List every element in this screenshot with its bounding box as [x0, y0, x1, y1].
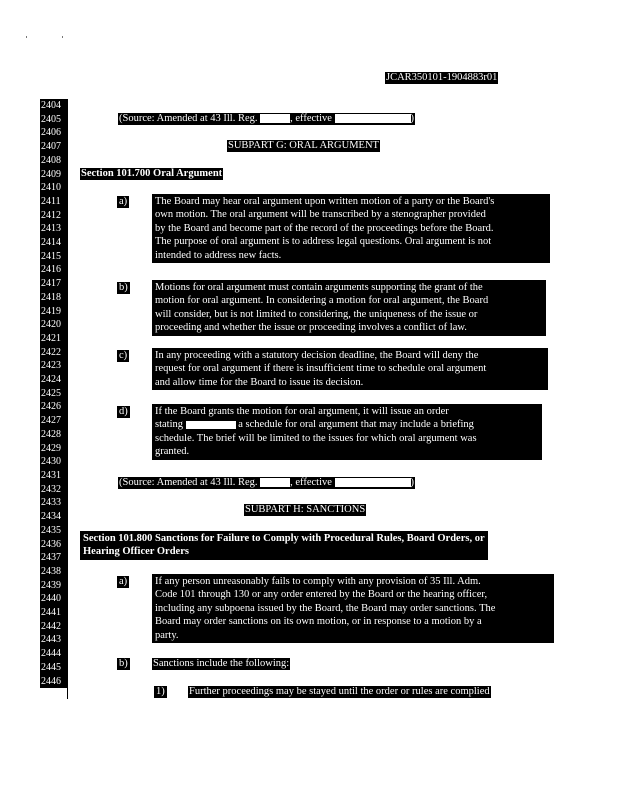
para-d-text	[152, 404, 542, 460]
line-number: 2439	[41, 579, 61, 591]
line-number: 2412	[41, 209, 61, 221]
scan-speck	[62, 36, 63, 38]
blank-effective-date	[335, 478, 411, 487]
para-line: schedule. The brief will be limited to the issues for which oral argument was	[155, 432, 477, 444]
line-number: 2415	[41, 250, 61, 262]
section-700-heading	[80, 168, 223, 180]
line-number: 2432	[41, 483, 61, 495]
line-number: 2421	[41, 332, 61, 344]
para-line: If the Board grants the motion for oral argument, it will issue an order	[155, 406, 449, 417]
para-800a-label: a)	[119, 576, 128, 587]
line-number: 2442	[41, 620, 61, 632]
line-number: 2443	[41, 634, 61, 646]
line-number: 2408	[41, 154, 61, 166]
line-number: 2446	[41, 675, 61, 687]
para-line: will consider, but is not limited to considering, the uniqueness of the issue or	[155, 308, 478, 320]
source-suffix: )	[410, 477, 415, 488]
line-number: 2406	[41, 127, 61, 139]
subpart-h-title: SUBPART H: SANCTIONS	[245, 504, 366, 515]
line-number: 2418	[41, 291, 61, 303]
para-line: intended to address new facts.	[155, 249, 282, 261]
blank-register-page	[260, 478, 290, 487]
para-line: own motion. The oral argument will be transcribed by a stenographer provided	[155, 209, 486, 221]
para-line: including any subpoena issued by the Board, the Board may order sanctions. The	[155, 602, 496, 614]
blank-register-page	[260, 114, 290, 123]
scan-speck	[26, 36, 27, 38]
para-800b1-label: 1)	[156, 686, 165, 697]
line-number: 2413	[41, 223, 61, 235]
line-number: 2424	[41, 374, 61, 386]
line-number: 2420	[41, 319, 61, 331]
para-line: Motions for oral argument must contain arguments supporting the grant of the	[155, 282, 483, 293]
source-prefix: (Source: Amended at 43 Ill. Reg.	[119, 477, 261, 488]
para-line: Further proceedings may be stayed until the order or rules are complied	[189, 686, 490, 697]
subpart-g-title: SUBPART G: ORAL ARGUMENT	[228, 140, 379, 151]
line-number: 2441	[41, 607, 61, 619]
line-number-column	[40, 99, 67, 688]
source-prefix: (Source: Amended at 43 Ill. Reg.	[119, 113, 261, 124]
source-mid: , effective	[290, 113, 335, 124]
subpart-h-heading	[244, 504, 366, 516]
para-d-label: d)	[119, 406, 128, 417]
para-line: Sanctions include the following:	[153, 658, 290, 669]
line-number: 2409	[41, 168, 61, 180]
line-number: 2430	[41, 456, 61, 468]
line-number: 2428	[41, 428, 61, 440]
para-line: Code 101 through 130 or any order entered by the Board or the hearing officer,	[155, 589, 488, 601]
para-line: granted.	[155, 446, 190, 458]
line-number: 2429	[41, 442, 61, 454]
para-line: party.	[155, 629, 179, 641]
line-number: 2436	[41, 538, 61, 550]
line-number: 2425	[41, 387, 61, 399]
para-line: proceeding and whether the issue or proceeding involves a conflict of law.	[155, 322, 467, 334]
line-number: 2423	[41, 360, 61, 372]
para-800a-text	[152, 574, 554, 643]
para-line: The Board may hear oral argument upon written motion of a party or the Board's	[155, 196, 495, 207]
para-line	[155, 418, 539, 431]
line-number: 2404	[41, 100, 61, 111]
line-number: 2422	[41, 346, 61, 358]
blank-effective-date	[335, 114, 411, 123]
document-code-header	[385, 72, 498, 84]
para-c-label: c)	[119, 350, 128, 361]
line-number: 2427	[41, 415, 61, 427]
line-number: 2438	[41, 565, 61, 577]
header-code: JCAR350101-1904883r01	[386, 72, 498, 83]
source-note-1	[118, 113, 415, 125]
line-number: 2440	[41, 593, 61, 605]
para-line: request for oral argument if there is insufficient time to schedule oral argument	[155, 363, 487, 375]
line-number-rule	[67, 99, 68, 699]
section-800-title-line: Section 101.800 Sanctions for Failure to Comply with Procedural Rules, Board Orders, or	[83, 533, 485, 544]
line-number: 2414	[41, 237, 61, 249]
para-line: by the Board and become part of the record of the proceedings before the Board.	[155, 222, 494, 234]
para-line: If any person unreasonably fails to comply with any provision of 35 Ill. Adm.	[155, 576, 481, 587]
para-line: The purpose of oral argument is to address legal questions. Oral argument is not	[155, 236, 492, 248]
para-line-part: stating	[155, 419, 186, 431]
source-suffix: )	[410, 113, 415, 124]
line-number: 2410	[41, 182, 61, 194]
line-number: 2411	[41, 195, 61, 207]
para-a-text	[152, 194, 550, 263]
para-800b-label: b)	[119, 658, 128, 669]
line-number: 2434	[41, 511, 61, 523]
para-b-label: b)	[119, 282, 128, 293]
section-800-title-line: Hearing Officer Orders	[83, 546, 189, 558]
line-number: 2407	[41, 141, 61, 153]
line-number: 2433	[41, 497, 61, 509]
para-800b1-text	[188, 686, 491, 698]
para-c-text	[152, 348, 548, 390]
para-line-part: a schedule for oral argument that may include a briefing	[235, 419, 474, 431]
line-number: 2435	[41, 524, 61, 536]
para-line: In any proceeding with a statutory decision deadline, the Board will deny the	[155, 350, 479, 361]
line-number: 2437	[41, 552, 61, 564]
para-a-label: a)	[119, 196, 128, 207]
redaction-mark	[186, 421, 236, 429]
source-note-2	[118, 477, 415, 489]
line-number: 2417	[41, 278, 61, 290]
para-b-text	[152, 280, 546, 336]
line-number: 2416	[41, 264, 61, 276]
line-number: 2419	[41, 305, 61, 317]
line-number: 2426	[41, 401, 61, 413]
para-line: motion for oral argument. In considering a motion for oral argument, the Board	[155, 295, 489, 307]
para-line: Board may order sanctions on its own motion, or in response to a motion by a	[155, 616, 482, 628]
subpart-g-heading	[227, 140, 380, 152]
line-number: 2405	[41, 113, 61, 125]
section-800-heading	[80, 531, 488, 560]
line-number: 2444	[41, 648, 61, 660]
line-number: 2445	[41, 661, 61, 673]
source-mid: , effective	[290, 477, 335, 488]
line-number: 2431	[41, 469, 61, 481]
para-line: and allow time for the Board to issue its decision.	[155, 376, 364, 388]
section-700-title: Section 101.700 Oral Argument	[81, 168, 223, 179]
para-800b-text	[152, 658, 290, 670]
